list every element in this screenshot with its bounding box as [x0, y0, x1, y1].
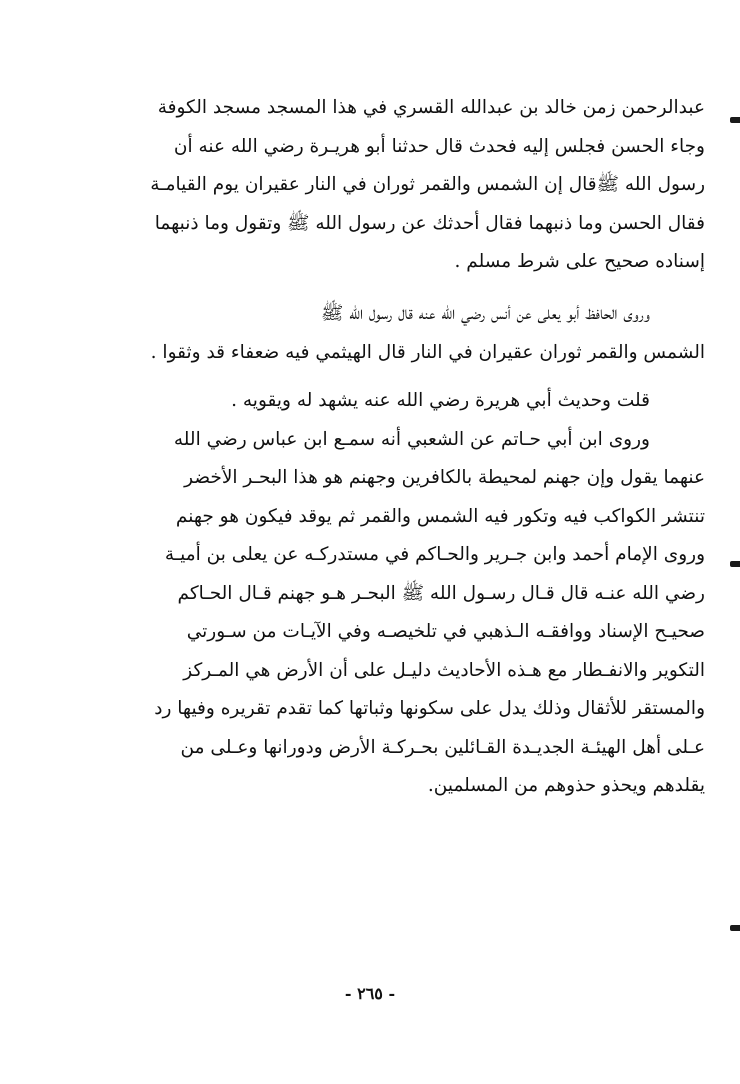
- paragraph-commentary: [95, 382, 705, 806]
- text-line: التكوير والانفـطار مع هـذه الأحاديث دليـل على أن الأرض هي المـركز: [183, 659, 705, 681]
- page-number: - ٢٦٥ -: [344, 984, 396, 1003]
- text-line: وروى الحافظ أبو يعلى عن أنس رضي الله عنه قال رسول الله ﷺ: [320, 303, 650, 324]
- text-line: عبدالرحمن زمن خالد بن عبدالله القسري في هذا المسجد مسجد الكوفة: [157, 97, 705, 118]
- scan-edge-mark: [730, 561, 740, 567]
- text-line: يقلدهم ويحذو حذوهم من المسلمين.: [427, 775, 705, 796]
- paragraph-abu-yala: [95, 295, 705, 372]
- text-line: تنتشر الكواكب فيه وتكور فيه الشمس والقمر ثم يوقد فيكون هو جهنم: [175, 505, 705, 527]
- text-line: والمستقر للأثقال وذلك يدل على سكونها وثباتها كما تقدم تقريره وفيها رد: [154, 698, 705, 719]
- scan-edge-mark: [730, 117, 740, 123]
- text-line: فقال الحسن وما ذنبهما فقال أحدثك عن رسول الله ﷺ وتقول وما ذنبهما: [154, 212, 705, 234]
- scan-edge-mark: [730, 925, 740, 931]
- text-line: إسناده صحيح على شرط مسلم .: [454, 251, 705, 272]
- text-line: وجاء الحسن فجلس إليه فحدث قال حدثنا أبو هريـرة رضي الله عنه أن: [173, 135, 705, 157]
- text-line: الشمس والقمر ثوران عقيران في النار قال الهيثمي فيه ضعفاء قد وثقوا .: [150, 341, 705, 363]
- text-line: رضي الله عنـه قال قـال رسـول الله ﷺ البحـر هـو جهنم قـال الحـاكم: [177, 582, 705, 604]
- text-line: صحيـح الإسناد ووافقـه الـذهبي في تلخيصـه وفي الآيـات من سـورتي: [186, 621, 705, 642]
- text-line: قلت وحديث أبي هريرة رضي الله عنه يشهد له ويقويه .: [231, 390, 650, 411]
- text-line: عـلى أهل الهيئـة الجديـدة القـائلين بحـركـة الأرض ودورانها وعـلى من: [180, 736, 705, 758]
- text-line: وروى الإمام أحمد وابن جـرير والحـاكم في مستدركـه عن يعلى بن أميـة: [164, 544, 705, 565]
- text-line: عنهما يقول وإن جهنم لمحيطة بالكافرين وجهنم هو هذا البحـر الأخضر: [184, 467, 705, 488]
- text-line: وروى ابن أبي حـاتم عن الشعبي أنه سمـع ابن عباس رضي الله: [173, 428, 650, 450]
- text-line: رسول الله ﷺقال إن الشمس والقمر ثوران في النار عقيران يوم القيامـة: [150, 174, 705, 195]
- paragraph-hadith-hasan: [95, 89, 705, 282]
